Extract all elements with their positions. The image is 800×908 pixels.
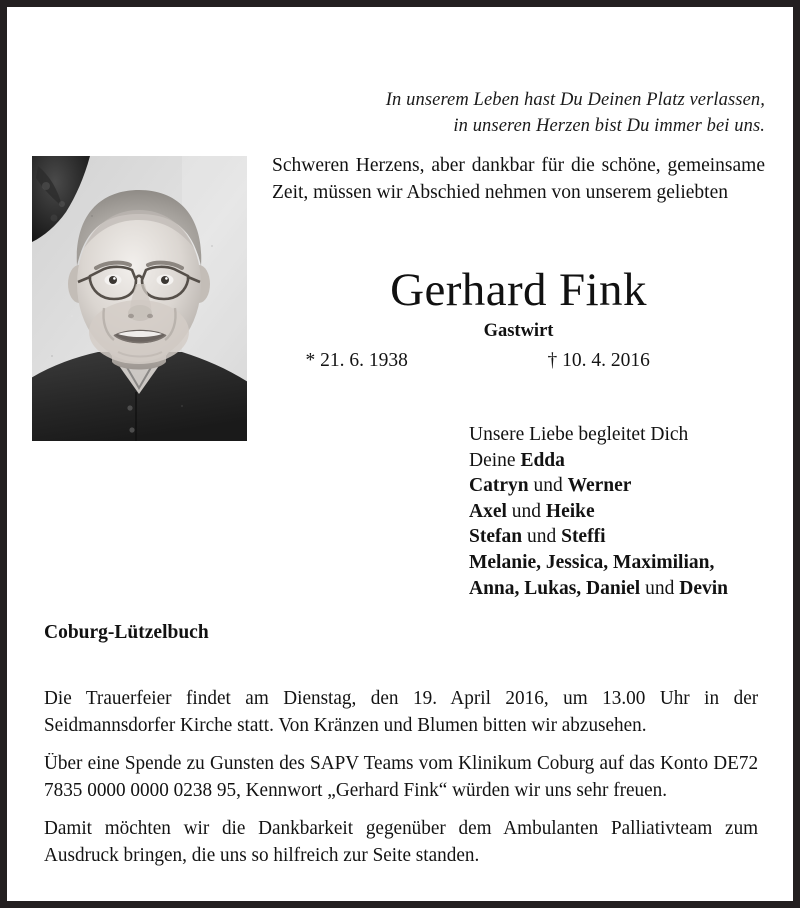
portrait-illustration xyxy=(32,156,247,441)
family-name: Melanie, Jessica, Maximilian, xyxy=(469,551,715,573)
family-conjunction: und xyxy=(522,526,562,548)
notice-inner xyxy=(7,7,793,901)
family-line xyxy=(469,473,769,499)
family-name: Heike xyxy=(545,500,595,522)
notices-block xyxy=(44,686,769,869)
family-name: Edda xyxy=(520,449,565,471)
epigraph xyxy=(247,87,765,139)
family-prefix: Deine xyxy=(469,449,521,471)
birth-date: * 21. 6. 1938 xyxy=(305,350,408,371)
family-name: Stefan xyxy=(469,526,523,548)
family-line xyxy=(469,448,769,474)
family-conjunction: und xyxy=(640,577,680,599)
epigraph-line-2: in unseren Herzen bist Du immer bei uns. xyxy=(453,116,765,136)
family-line xyxy=(469,576,769,602)
family-conjunction: und xyxy=(506,500,546,522)
deceased-name: Gerhard Fink xyxy=(390,264,647,316)
family-name: Devin xyxy=(679,577,728,599)
family-line xyxy=(469,499,769,525)
portrait-photo xyxy=(32,156,247,441)
family-name: Werner xyxy=(567,475,632,497)
intro-paragraph: Schweren Herzens, aber dankbar für die schöne, gemeinsame Zeit, müssen wir Abschied nehmen von unserem geliebten xyxy=(272,155,765,203)
thanks-notice: Damit möchten wir die Dankbarkeit gegenüber dem Ambulanten Palliativteam zum Ausdruck bringen, die uns so hilfreich zur Seite standen. xyxy=(44,818,759,866)
family-block xyxy=(469,422,769,601)
family-name: Anna, Lukas, Daniel xyxy=(469,577,641,599)
epigraph-line-1: In unserem Leben hast Du Deinen Platz verlassen, xyxy=(385,90,765,110)
name-block xyxy=(272,262,765,374)
family-name: Steffi xyxy=(561,526,606,548)
family-name: Catryn xyxy=(469,475,529,497)
family-conjunction: und xyxy=(528,475,568,497)
life-dates xyxy=(272,348,765,374)
family-lead: Unsere Liebe begleitet Dich xyxy=(469,424,689,445)
deceased-profession: Gastwirt xyxy=(483,321,554,341)
funeral-notice: Die Trauerfeier findet am Dienstag, den 19. April 2016, um 13.00 Uhr in der Seidmannsdorfer Kirche statt. Von Kränzen und Blumen bitten wir abzusehen. xyxy=(44,688,759,736)
family-line xyxy=(469,550,769,576)
place-label: Coburg-Lützelbuch xyxy=(44,622,209,643)
family-name: Axel xyxy=(469,500,507,522)
family-line xyxy=(469,524,769,550)
death-date: † 10. 4. 2016 xyxy=(547,350,650,371)
donation-notice: Über eine Spende zu Gunsten des SAPV Teams vom Klinikum Coburg auf das Konto DE72 7835 0000 0000 0238 95, Kennwort „Gerhard Fink“ würden wir uns sehr freuen. xyxy=(44,753,759,801)
